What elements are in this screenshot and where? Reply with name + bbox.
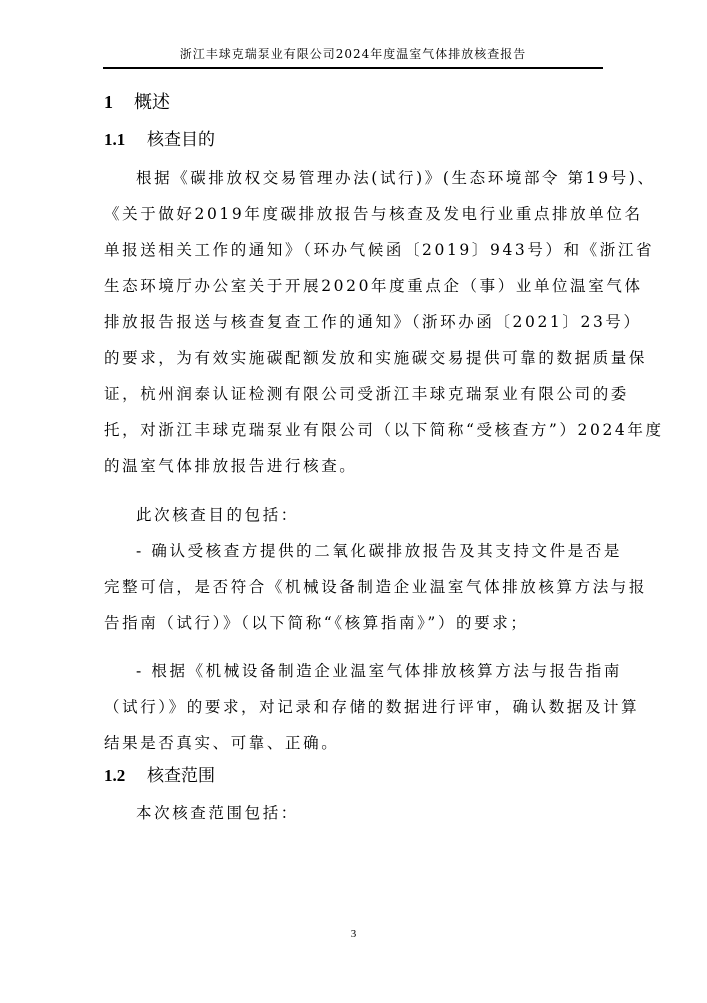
includes-intro: 此次核查目的包括： <box>136 506 299 524</box>
paragraph-line: 生态环境厅办公室关于开展2020年度重点企（事）业单位温室气体 <box>104 277 643 295</box>
paragraph-line: 告指南（试行）》（以下简称“《核算指南》”）的要求； <box>104 614 529 632</box>
page-header-title: 浙江丰球克瑞泵业有限公司2024年度温室气体排放核查报告 <box>179 47 527 61</box>
paragraph-line: 证，杭州润泰认证检测有限公司受浙江丰球克瑞泵业有限公司的委 <box>104 385 629 403</box>
paragraph-line: 《关于做好2019年度碳排放报告与核查及发电行业重点排放单位名 <box>104 205 643 223</box>
paragraph-line: 单报送相关工作的通知》（环办气候函〔2019〕943号）和《浙江省 <box>104 241 655 259</box>
page-number: 3 <box>350 928 357 940</box>
section-heading-1-1 <box>104 128 215 152</box>
paragraph-line: 的要求，为有效实施碳配额发放和实施碳交易提供可靠的数据质量保 <box>104 349 648 367</box>
paragraph-line: 结果是否真实、可靠、正确。 <box>104 734 340 752</box>
paragraph-line: （试行）》的要求，对记录和存储的数据进行评审，确认数据及计算 <box>104 698 640 716</box>
header-divider <box>103 67 603 69</box>
section-heading-1-2 <box>104 764 215 788</box>
scope-intro: 本次核查范围包括： <box>136 804 299 822</box>
section-title: 核查范围 <box>147 766 215 786</box>
paragraph-line: 排放报告报送与核查复查工作的通知》（浙环办函〔2021〕23号） <box>104 313 642 331</box>
paragraph-line: 完整可信，是否符合《机械设备制造企业温室气体排放核算方法与报 <box>104 578 648 596</box>
section-heading-1 <box>104 90 170 115</box>
section-number: 1.2 <box>104 766 126 785</box>
paragraph-line: - 根据《机械设备制造企业温室气体排放核算方法与报告指南 <box>136 662 622 680</box>
section-number: 1.1 <box>104 130 126 149</box>
section-title: 核查目的 <box>147 130 215 150</box>
paragraph-line: 根据《碳排放权交易管理办法(试行)》(生态环境部令 第19号)、 <box>136 169 656 187</box>
paragraph-line: 的温室气体排放报告进行核查。 <box>104 457 358 475</box>
paragraph-line: - 确认受核查方提供的二氧化碳排放报告及其支持文件是否是 <box>136 542 622 560</box>
paragraph-line: 托，对浙江丰球克瑞泵业有限公司（以下简称“受核查方”）2024年度 <box>104 421 664 439</box>
section-title: 概述 <box>134 92 170 113</box>
section-number: 1 <box>104 92 113 112</box>
